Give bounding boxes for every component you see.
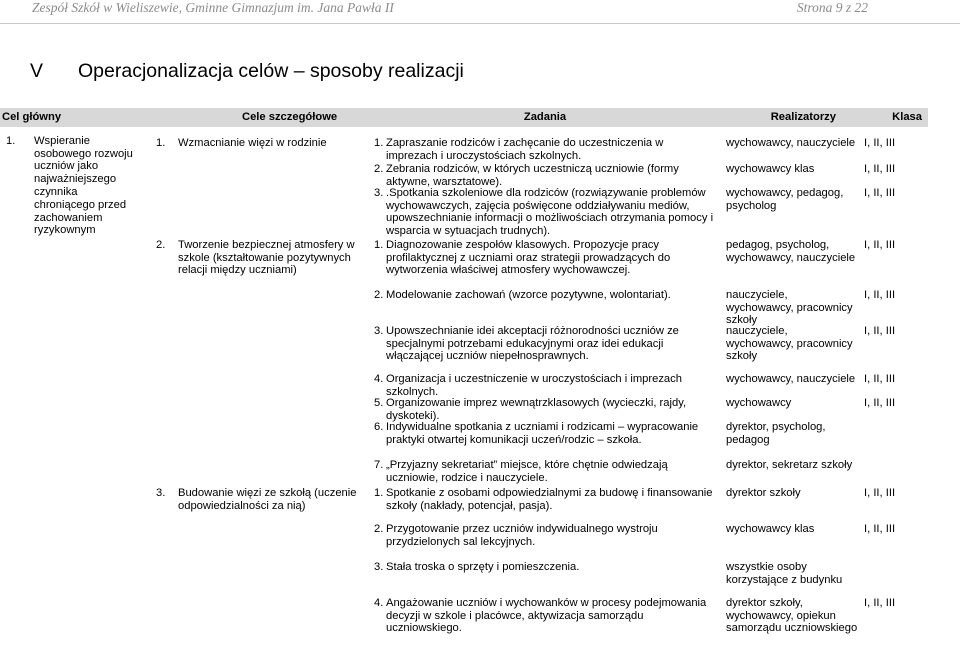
- table-header-row: [0, 108, 928, 127]
- task-realizers: wychowawcy: [726, 396, 792, 409]
- realizers-cell: [722, 127, 862, 655]
- task-grade: I, II, III: [864, 522, 896, 535]
- header-page-number: Strona 9 z 22: [796, 0, 868, 15]
- task-realizers: nauczyciele, wychowawcy, pracownicy szkoły: [726, 288, 853, 327]
- objective-item: [156, 137, 362, 150]
- section-number: V: [30, 60, 44, 82]
- task-text: Angażowanie uczniów i wychowanków w procesy podejmowania decyzji w szkole i placówce, aktywizacja samorządu uczniowskiego.: [386, 596, 707, 635]
- task-realizers: dyrektor, sekretarz szkoły: [726, 458, 853, 471]
- task-text: Zapraszanie rodziców i zachęcanie do uczestniczenia w imprezach i uroczystościach szkolnych.: [386, 136, 664, 162]
- task-text: Zebrania rodziców, w których uczestniczą uczniowie (formy aktywne, warsztatowe).: [386, 162, 679, 188]
- objective-text: Tworzenie bezpiecznej atmosfery w szkole (kształtowanie pozytywnych relacji między uczniami): [178, 238, 355, 277]
- objective-text: Wzmacnianie więzi w rodzinie: [178, 136, 327, 149]
- task-grade: I, II, III: [864, 288, 896, 301]
- task-item: [374, 459, 714, 485]
- header-divider: [0, 23, 960, 24]
- task-number: 6.: [374, 420, 384, 433]
- task-grade: I, II, III: [864, 486, 896, 499]
- task-realizers: nauczyciele, wychowawcy, pracownicy szkoły: [726, 324, 853, 363]
- task-grade: I, II, III: [864, 396, 896, 409]
- task-grade: I, II, III: [864, 162, 896, 175]
- task-text: Przygotowanie przez uczniów indywidualnego wystroju przydzielonych sal lekcyjnych.: [386, 522, 658, 548]
- column-header-zadania: Zadania: [368, 108, 722, 127]
- task-item: [374, 561, 714, 574]
- task-realizers: dyrektor, psycholog, pedagog: [726, 420, 826, 446]
- task-item: [374, 137, 714, 163]
- task-number: 5.: [374, 396, 384, 409]
- task-grade: I, II, III: [864, 238, 896, 251]
- column-header-klasa: Klasa: [862, 108, 928, 127]
- task-number: 3.: [374, 186, 384, 199]
- task-number: 2.: [374, 162, 384, 175]
- task-text: .Spotkania szkoleniowe dla rodziców (rozwiązywanie problemów wychowawczych, zajęcia poświęcone oddziaływaniu mediów, upowszechnianie informacji o możliwościach otrzymania pomocy i wsparcia w sytuacjach trudnych).: [386, 186, 714, 238]
- task-grade: I, II, III: [864, 596, 896, 609]
- goal-block: [6, 135, 150, 237]
- task-grade: I, II, III: [864, 136, 896, 149]
- task-number: 4.: [374, 372, 384, 385]
- task-number: 2.: [374, 522, 384, 535]
- objective-number: 3.: [156, 486, 166, 499]
- tasks-cell: [368, 127, 722, 655]
- page-header: [0, 0, 960, 22]
- task-number: 1.: [374, 136, 384, 149]
- objective-item: [156, 239, 362, 277]
- task-grade: I, II, III: [864, 372, 896, 385]
- task-realizers: wychowawcy, nauczyciele: [726, 136, 856, 149]
- task-realizers: wychowawcy klas: [726, 522, 815, 535]
- task-number: 4.: [374, 596, 384, 609]
- task-text: „Przyjazny sekretariat” miejsce, które chętnie odwiedzają uczniowie, rodzice i nauczyciele.: [386, 458, 668, 484]
- task-text: Organizowanie imprez wewnątrzklasowych (wycieczki, rajdy, dyskoteki).: [386, 396, 687, 422]
- task-realizers: wychowawcy, pedagog, psycholog: [726, 186, 844, 212]
- grades-cell: [862, 127, 928, 655]
- section-heading: Operacjonalizacja celów – sposoby realizacji: [78, 60, 464, 82]
- objective-item: [156, 487, 362, 513]
- task-text: Upowszechnianie idei akceptacji różnorodności uczniów ze specjalnymi potrzebami edukacyjnymi oraz idei edukacji włączającej uczniów niepełnosprawnych.: [386, 324, 679, 363]
- task-number: 1.: [374, 486, 384, 499]
- objective-number: 1.: [156, 136, 166, 149]
- table-row: [0, 127, 928, 655]
- task-text: Organizacja i uczestniczenie w uroczystościach i imprezach szkolnych.: [386, 372, 682, 398]
- task-item: [374, 597, 714, 635]
- task-realizers: wychowawcy, nauczyciele: [726, 372, 856, 385]
- task-number: 1.: [374, 238, 384, 251]
- task-realizers: wychowawcy klas: [726, 162, 815, 175]
- task-realizers: dyrektor szkoły: [726, 486, 801, 499]
- task-realizers: pedagog, psycholog, wychowawcy, nauczyciele: [726, 238, 856, 264]
- task-item: [374, 163, 714, 189]
- section-title: [30, 60, 464, 83]
- task-grade: I, II, III: [864, 324, 896, 337]
- task-item: [374, 373, 714, 399]
- task-number: 2.: [374, 288, 384, 301]
- task-grade: I, II, III: [864, 186, 896, 199]
- task-text: Modelowanie zachowań (wzorce pozytywne, wolontariat).: [386, 288, 671, 301]
- task-text: Diagnozowanie zespołów klasowych. Propozycje pracy profilaktycznej z uczniami oraz strategii prowadzących do wytworzenia właściwej atmosfery wychowawczej.: [386, 238, 671, 277]
- objectives-table: [0, 108, 928, 655]
- table-body: [0, 127, 928, 655]
- task-item: [374, 325, 714, 363]
- goal-text: Wspieranie osobowego rozwoju uczniów jako najważniejszego czynnika chroniącego przed zachowaniem ryzykownym: [34, 134, 133, 237]
- task-item: [374, 187, 714, 238]
- task-text: Stała troska o sprzęty i pomieszczenia.: [386, 560, 580, 573]
- task-item: [374, 487, 714, 513]
- task-realizers: dyrektor szkoły, wychowawcy, opiekun samorządu uczniowskiego: [726, 596, 858, 635]
- objective-number: 2.: [156, 238, 166, 251]
- header-school-name: Zespół Szkół w Wieliszewie, Gminne Gimnazjum im. Jana Pawła II: [32, 0, 394, 15]
- task-item: [374, 397, 714, 423]
- task-realizers: wszystkie osoby korzystające z budynku: [726, 560, 843, 586]
- column-header-cele-szczegolowe: Cele szczegółowe: [150, 108, 368, 127]
- task-text: Spotkanie z osobami odpowiedzialnymi za budowę i finansowanie szkoły (nakłady, potencjał, pasja).: [386, 486, 713, 512]
- task-item: [374, 421, 714, 447]
- task-number: 3.: [374, 560, 384, 573]
- task-item: [374, 523, 714, 549]
- goal-number: 1.: [6, 134, 16, 147]
- goal-cell: [0, 127, 150, 655]
- task-item: [374, 289, 714, 302]
- task-text: Indywidualne spotkania z uczniami i rodzicami – wypracowanie praktyki otwartej komunikacji uczeń/rodzic – szkoła.: [386, 420, 699, 446]
- task-item: [374, 239, 714, 277]
- task-number: 3.: [374, 324, 384, 337]
- column-header-cel-glowny: Cel główny: [0, 108, 150, 127]
- task-number: 7.: [374, 458, 384, 471]
- objectives-cell: [150, 127, 368, 655]
- column-header-realizatorzy: Realizatorzy: [722, 108, 862, 127]
- objective-text: Budowanie więzi ze szkołą (uczenie odpowiedzialności za nią): [178, 486, 357, 512]
